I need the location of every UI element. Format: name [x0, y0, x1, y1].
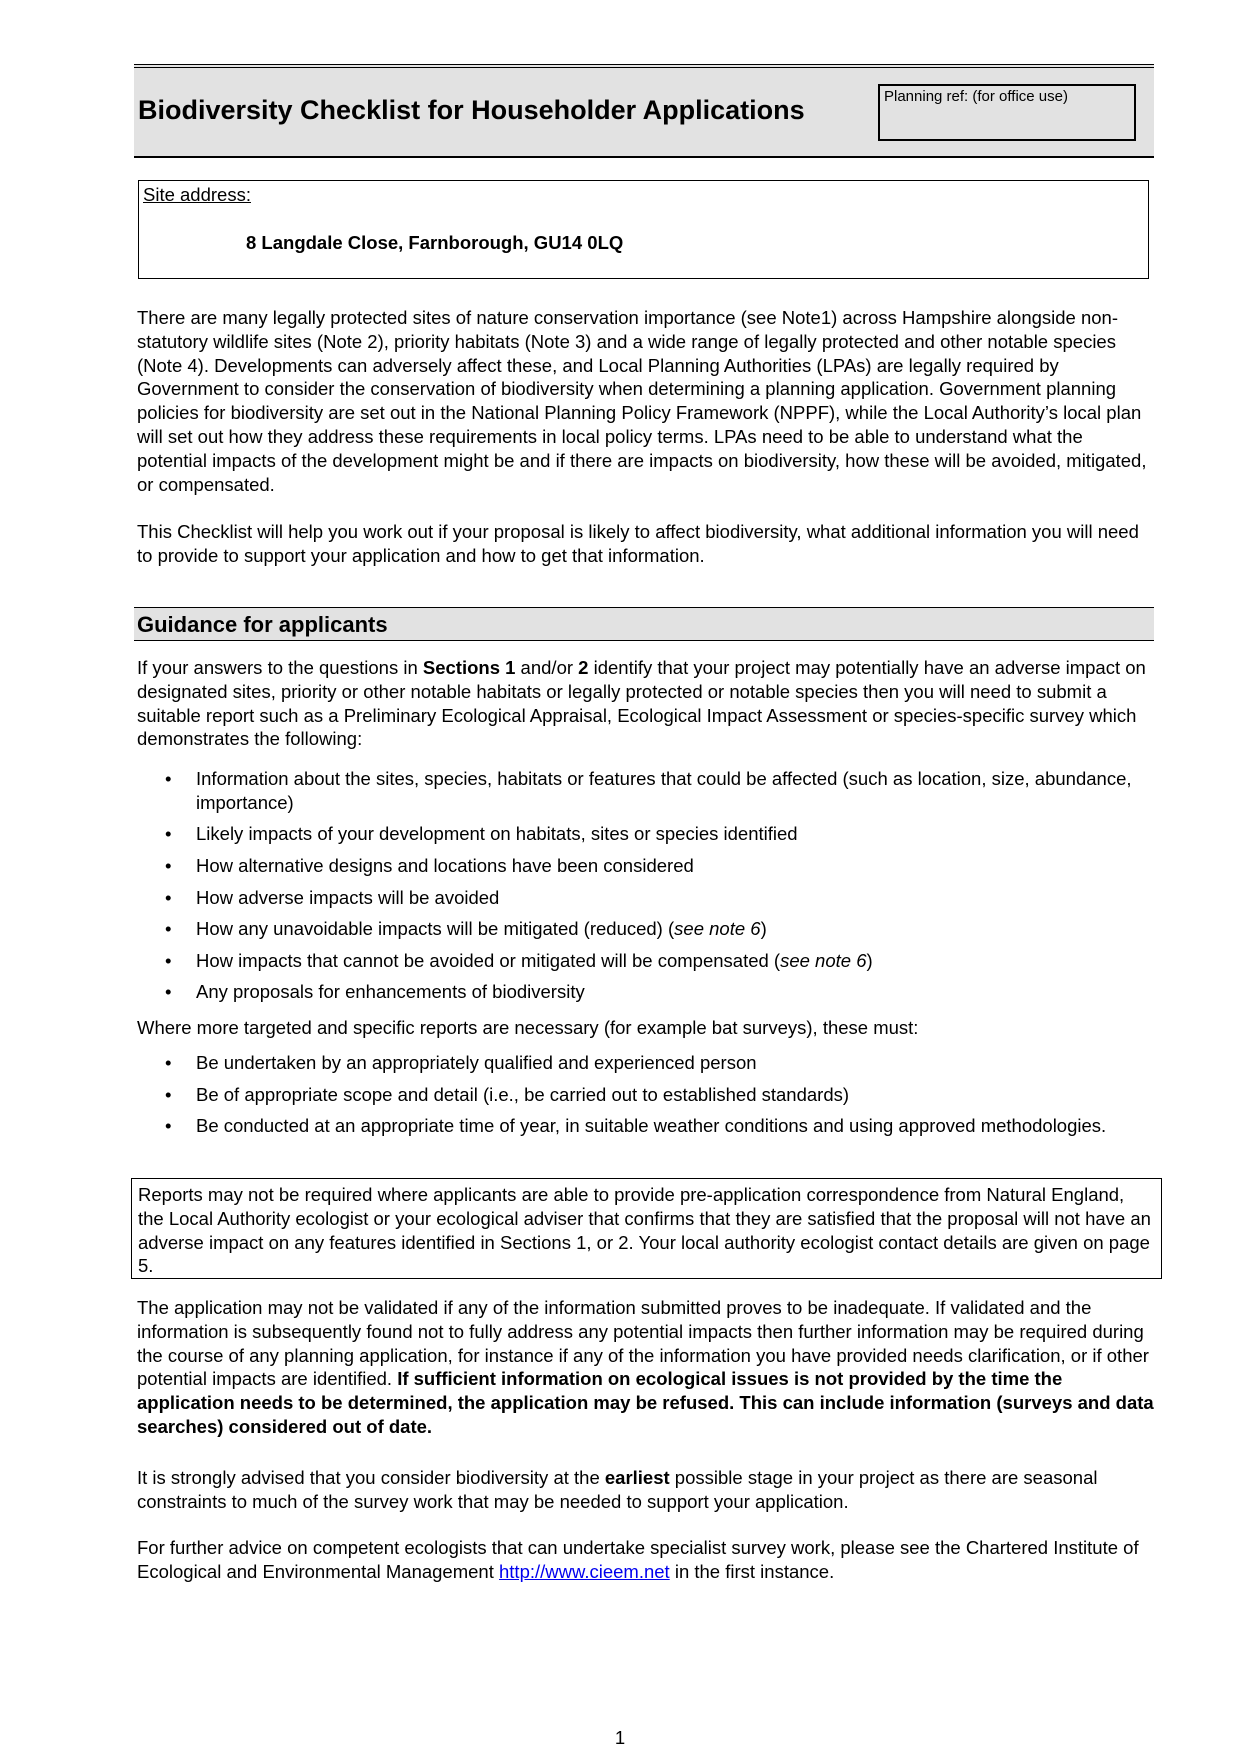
bullet-icon: • — [165, 768, 172, 789]
bullet-icon: • — [165, 949, 172, 971]
document-title: Biodiversity Checklist for Householder Applications — [138, 95, 805, 125]
bullet-icon: • — [165, 1083, 172, 1105]
cieem-link[interactable]: http://www.cieem.net — [499, 1560, 670, 1582]
list-item — [137, 980, 1157, 1004]
bullet-icon: • — [165, 823, 172, 845]
bullet-icon: • — [165, 981, 172, 1003]
text: The application may not be validated if any of the information submitted proves to be inadequate. If validated and the information is subsequently found not to fully address any potential impacts then further information may be required during the course of any planning application, for instance if any of the information you have provided needs clarification, or if other potential impacts are identified. — [137, 1297, 1149, 1390]
list-item-text: Be undertaken by an appropriately qualified and experienced person — [196, 1052, 757, 1073]
list-item — [137, 854, 1157, 878]
guidance-paragraph — [137, 656, 1157, 751]
text: identify that your project may potentially have an adverse impact on designated sites, priority or other notable habitats or legally protected or notable species then you will need to submit a suitable report such as a Preliminary Ecological Appraisal, Ecological Impact Assessment or species-specific survey which demonstrates the following: — [137, 657, 1146, 750]
list-item — [137, 1114, 1157, 1138]
list-item — [137, 1051, 1157, 1075]
text: and/or — [515, 657, 579, 678]
list-item — [137, 886, 1157, 910]
guidance-heading: Guidance for applicants — [134, 607, 1154, 641]
bold-text: 2 — [578, 657, 589, 678]
document-header — [134, 64, 1154, 158]
planning-ref-box — [878, 84, 1136, 141]
text: ) — [866, 949, 873, 971]
bullet-icon: • — [165, 1115, 172, 1137]
text: ) — [760, 918, 767, 940]
earliest-stage-paragraph — [137, 1466, 1157, 1514]
page-number: 1 — [614, 1727, 626, 1748]
list-item-text: How any unavoidable impacts will be mitigated (reduced) ( — [196, 918, 675, 940]
site-address-value: 8 Langdale Close, Farnborough, GU14 0LQ — [246, 232, 624, 253]
bullet-icon: • — [165, 918, 172, 940]
note-reference: see note 6 — [780, 949, 867, 971]
bold-text: earliest — [604, 1467, 670, 1488]
list-item-text: Likely impacts of your development on habitats, sites or species identified — [196, 823, 798, 845]
list-item — [137, 767, 1157, 815]
list-item — [137, 949, 1157, 973]
list-item — [137, 917, 1157, 941]
intro-paragraph-2: This Checklist will help you work out if your proposal is likely to affect biodiversity, what additional information you will need to provide to support your application and how to get that information. — [137, 521, 1139, 566]
intro-paragraph-1: There are many legally protected sites of nature conservation importance (see Note1) across Hampshire alongside non-statutory wildlife sites (Note 2), priority habitats (Note 3) and a wide range of legally protected and other notable species (Note 4). Developments can adversely affect these, and Local Planning Authorities (LPAs) are legally required by Government to consider the conservation of biodiversity when determining a planning application. Government planning policies for biodiversity are set out in the National Planning Policy Framework (NPPF), while the Local Authority’s local plan will set out how they address these requirements in local policy terms. LPAs need to be able to understand what the potential impacts of the development might be and if there are impacts on biodiversity, how these will be avoided, mitigated, or compensated. — [137, 307, 1147, 495]
list-item-text: Any proposals for enhancements of biodiversity — [196, 981, 585, 1003]
text: possible stage in your project as there are seasonal constraints to much of the survey work that may be needed to support your application. — [137, 1467, 1098, 1512]
report-requirements-list — [137, 767, 1157, 1012]
bullet-icon: • — [165, 1052, 172, 1073]
site-address-label: Site address: — [143, 184, 251, 205]
planning-ref-label: Planning ref: (for office use) — [884, 88, 1068, 105]
list-item-text: Be conducted at an appropriate time of year, in suitable weather conditions and using approved methodologies. — [196, 1115, 1107, 1137]
site-address-box — [138, 180, 1149, 279]
bold-warning-text: If sufficient information on ecological issues is not provided by the time the application needs to be determined, the application may be refused. This can include information (surveys and data searches) considered out of date. — [137, 1368, 1154, 1437]
validation-paragraph — [137, 1296, 1157, 1439]
list-item-text: How alternative designs and locations have been considered — [196, 854, 694, 876]
list-item-text: How impacts that cannot be avoided or mitigated will be compensated ( — [196, 949, 781, 971]
text: If your answers to the questions in — [137, 657, 423, 678]
bold-text: Sections 1 — [422, 657, 516, 678]
list-item-text: Be of appropriate scope and detail (i.e., be carried out to established standards) — [196, 1083, 850, 1105]
note-reference: see note 6 — [674, 918, 761, 940]
text: in the first instance. — [669, 1560, 835, 1582]
bullet-icon: • — [165, 886, 172, 908]
targeted-reports-list — [137, 1051, 1157, 1146]
list-item-text: Information about the sites, species, habitats or features that could be affected (such as location, size, abundance, importance) — [196, 768, 1132, 813]
text: It is strongly advised that you consider biodiversity at the — [137, 1467, 605, 1488]
targeted-reports-paragraph: Where more targeted and specific reports are necessary (for example bat surveys), these must: — [137, 1017, 919, 1038]
bullet-icon: • — [165, 854, 172, 876]
list-item — [137, 822, 1157, 846]
list-item — [137, 1083, 1157, 1107]
text: For further advice on competent ecologists that can undertake specialist survey work, please see the Chartered Institute of Ecological and Environmental Management — [137, 1537, 1139, 1582]
list-item-text: How adverse impacts will be avoided — [196, 886, 500, 908]
reports-note-box: Reports may not be required where applicants are able to provide pre-application correspondence from Natural England, the Local Authority ecologist or your ecological adviser that confirms that they are satisfied that the proposal will not have an adverse impact on any features identified in Sections 1, or 2. Your local authority ecologist contact details are given on page 5. — [131, 1178, 1162, 1279]
further-advice-paragraph — [137, 1536, 1157, 1584]
